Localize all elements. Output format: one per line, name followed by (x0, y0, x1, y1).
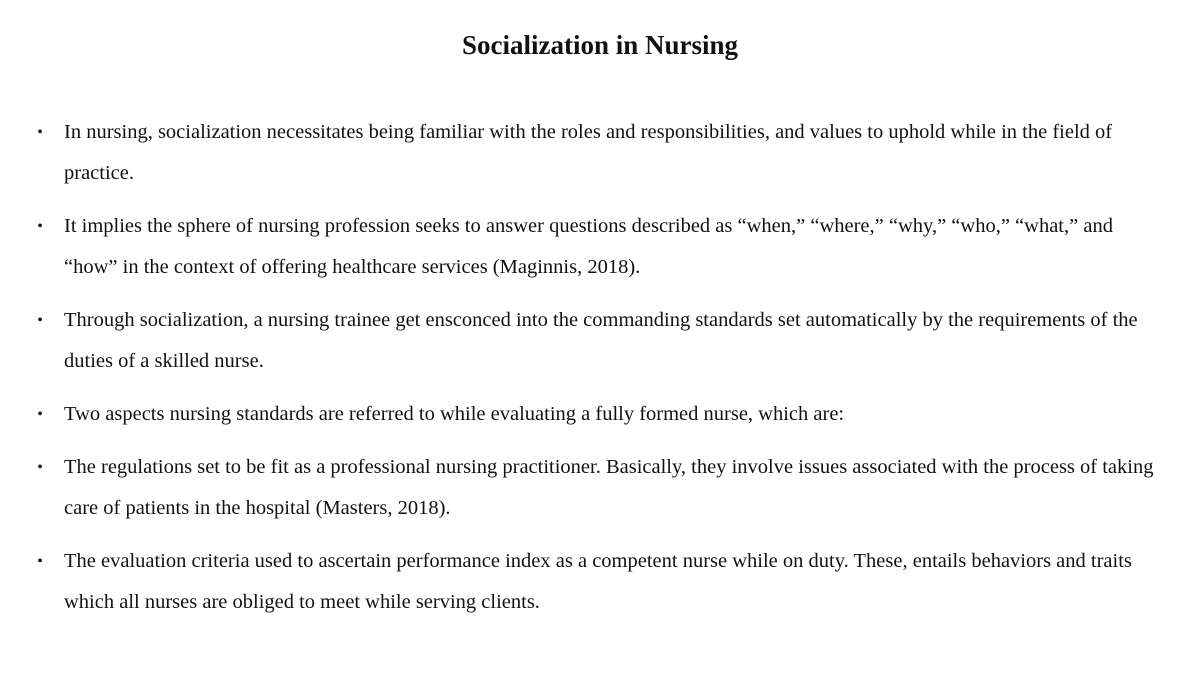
bullet-item (0, 394, 1200, 435)
bullet-icon: • (37, 124, 43, 141)
bullet-list (0, 112, 1200, 635)
slide-title: Socialization in Nursing (461, 30, 739, 60)
bullet-item (0, 300, 1200, 382)
bullet-icon: • (37, 218, 43, 235)
bullet-text: It implies the sphere of nursing profession seeks to answer questions described as “when,” “where,” “why,” “who,” “what,” and “how” in the context of offering healthcare services (Maginnis, 2018). (64, 215, 1113, 278)
bullet-icon: • (37, 553, 43, 570)
bullet-item (0, 112, 1200, 194)
bullet-text: Two aspects nursing standards are referred to while evaluating a fully formed nurse, which are: (64, 403, 845, 425)
bullet-icon: • (37, 459, 43, 476)
bullet-text: In nursing, socialization necessitates being familiar with the roles and responsibilities, and values to uphold while in the field of practice. (64, 121, 1113, 184)
bullet-text: The regulations set to be fit as a professional nursing practitioner. Basically, they involve issues associated with the process of taking care of patients in the hospital (Masters, 2018). (64, 456, 1154, 519)
bullet-icon: • (37, 312, 43, 329)
bullet-item (0, 206, 1200, 288)
bullet-text: Through socialization, a nursing trainee get ensconced into the commanding standards set automatically by the requirements of the duties of a skilled nurse. (64, 309, 1138, 372)
bullet-icon: • (37, 406, 43, 423)
bullet-item (0, 541, 1200, 623)
bullet-item (0, 447, 1200, 529)
bullet-text: The evaluation criteria used to ascertain performance index as a competent nurse while on duty. These, entails behaviors and traits which all nurses are obliged to meet while serving clients. (64, 550, 1132, 613)
